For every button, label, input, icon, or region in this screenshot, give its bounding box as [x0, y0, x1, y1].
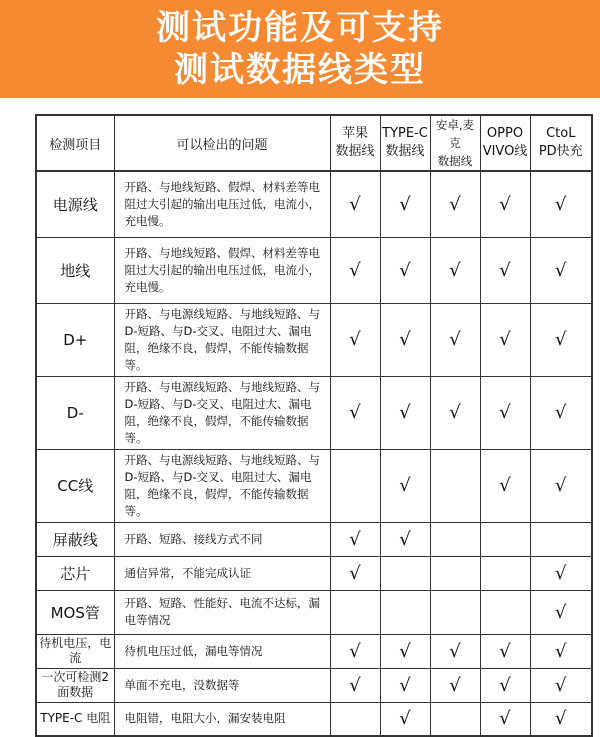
- check-mark-icon: √: [555, 601, 567, 623]
- row-item-description: 开路、与电源线短路、与地线短路、与D-短路、与D-交叉、电阻过大、漏电阻，绝缘不良，假焊，不能传输数据等。: [114, 376, 330, 449]
- support-cell: [530, 634, 592, 668]
- row-item-description: 开路、与电源线短路、与地线短路、与D-短路、与D-交叉、电阻过大、漏电阻，绝缘不良，假焊，不能传输数据等。: [114, 449, 330, 522]
- table-row: [36, 522, 592, 556]
- column-header-typec: TYPE-C 数据线: [380, 115, 430, 171]
- support-cell: [530, 668, 592, 702]
- row-item-name: 屏蔽线: [36, 522, 114, 556]
- row-item-name: D-: [36, 376, 114, 449]
- row-item-name: 电源线: [36, 171, 114, 237]
- check-mark-icon: √: [399, 528, 411, 550]
- support-cell: [380, 590, 430, 634]
- check-mark-icon: √: [349, 329, 361, 350]
- row-item-description: 待机电压过低，漏电等情况: [114, 634, 330, 668]
- support-cell: [430, 590, 480, 634]
- table-row: [36, 303, 592, 376]
- table-row: [36, 376, 592, 449]
- support-cell: [530, 237, 592, 303]
- support-cell: [380, 171, 430, 237]
- table-row: [36, 590, 592, 634]
- column-header-oppo-vivo: OPPO VIVO线: [480, 115, 530, 171]
- check-mark-icon: √: [555, 640, 567, 662]
- row-item-name: 芯片: [36, 556, 114, 590]
- row-item-description: 电阻错，电阻大小，漏安装电阻: [114, 702, 330, 736]
- column-header-item: 检测项目: [36, 115, 114, 171]
- row-item-description: 开路、与地线短路、假焊、材料差等电阻过大引起的输出电压过低，电流小，充电慢。: [114, 171, 330, 237]
- check-mark-icon: √: [555, 475, 567, 496]
- table-row: [36, 634, 592, 668]
- support-cell: [330, 303, 380, 376]
- check-mark-icon: √: [499, 674, 511, 696]
- check-mark-icon: √: [555, 329, 567, 350]
- support-cell: [430, 449, 480, 522]
- support-cell: [430, 702, 480, 736]
- row-item-description: 开路、与地线短路、假焊、材料差等电阻过大引起的输出电压过低，电流小，充电慢。: [114, 237, 330, 303]
- support-cell: [380, 449, 430, 522]
- column-header-android: 安卓,麦克 数据线: [430, 115, 480, 171]
- column-header-desc: 可以检出的问题: [114, 115, 330, 171]
- support-cell: [480, 376, 530, 449]
- support-cell: [480, 522, 530, 556]
- check-mark-icon: √: [499, 475, 511, 496]
- support-cell: [330, 449, 380, 522]
- support-cell: [530, 171, 592, 237]
- check-mark-icon: √: [349, 528, 361, 550]
- support-cell: [330, 590, 380, 634]
- check-mark-icon: √: [555, 402, 567, 423]
- row-item-name: 待机电压，电流: [36, 634, 114, 668]
- check-mark-icon: √: [499, 259, 511, 281]
- support-cell: [430, 556, 480, 590]
- check-mark-icon: √: [399, 674, 411, 696]
- table-body: [36, 171, 592, 736]
- support-cell: [380, 376, 430, 449]
- row-item-description: 开路、短路、性能好、电流不达标，漏电等情况: [114, 590, 330, 634]
- support-cell: [380, 702, 430, 736]
- support-cell: [430, 376, 480, 449]
- support-cell: [480, 634, 530, 668]
- column-header-ctol-pd: CtoL PD快充: [530, 115, 592, 171]
- support-cell: [330, 702, 380, 736]
- table-row: [36, 668, 592, 702]
- support-cell: [380, 237, 430, 303]
- check-mark-icon: √: [499, 708, 511, 730]
- check-mark-icon: √: [399, 329, 411, 350]
- support-cell: [530, 556, 592, 590]
- row-item-description: 开路、短路、接线方式不同: [114, 522, 330, 556]
- check-mark-icon: √: [349, 674, 361, 696]
- support-cell: [330, 237, 380, 303]
- row-item-description: 通信异常，不能完成认证: [114, 556, 330, 590]
- support-cell: [480, 237, 530, 303]
- support-cell: [380, 522, 430, 556]
- row-item-name: 地线: [36, 237, 114, 303]
- support-cell: [530, 702, 592, 736]
- check-mark-icon: √: [449, 259, 461, 281]
- check-mark-icon: √: [349, 193, 361, 215]
- header-title-line1: 测试功能及可支持: [156, 8, 444, 48]
- header-title-line2: 测试数据线类型: [174, 50, 426, 90]
- support-cell: [430, 634, 480, 668]
- check-mark-icon: √: [349, 402, 361, 423]
- support-cell: [530, 590, 592, 634]
- check-mark-icon: √: [499, 329, 511, 350]
- support-cell: [380, 303, 430, 376]
- row-item-description: 开路、与电源线短路、与地线短路、与D-短路、与D-交叉、电阻过大、漏电阻，绝缘不良，假焊，不能传输数据等。: [114, 303, 330, 376]
- support-cell: [430, 171, 480, 237]
- check-mark-icon: √: [399, 640, 411, 662]
- check-mark-icon: √: [449, 329, 461, 350]
- table-row: [36, 556, 592, 590]
- support-cell: [480, 668, 530, 702]
- support-cell: [480, 590, 530, 634]
- support-cell: [480, 303, 530, 376]
- test-support-table-wrapper: [35, 114, 593, 737]
- support-cell: [480, 702, 530, 736]
- support-cell: [330, 634, 380, 668]
- table-header-row: [36, 115, 592, 171]
- check-mark-icon: √: [499, 402, 511, 423]
- support-cell: [380, 634, 430, 668]
- check-mark-icon: √: [449, 402, 461, 423]
- row-item-name: CC线: [36, 449, 114, 522]
- table-row: [36, 237, 592, 303]
- support-cell: [430, 522, 480, 556]
- table-row: [36, 702, 592, 736]
- test-support-table: [35, 114, 593, 737]
- check-mark-icon: √: [349, 259, 361, 281]
- check-mark-icon: √: [399, 259, 411, 281]
- support-cell: [480, 171, 530, 237]
- check-mark-icon: √: [349, 562, 361, 584]
- row-item-name: D+: [36, 303, 114, 376]
- support-cell: [480, 556, 530, 590]
- row-item-name: 一次可检测2面数据: [36, 668, 114, 702]
- row-item-name: TYPE-C 电阻: [36, 702, 114, 736]
- check-mark-icon: √: [499, 640, 511, 662]
- check-mark-icon: √: [555, 259, 567, 281]
- support-cell: [330, 668, 380, 702]
- support-cell: [380, 668, 430, 702]
- check-mark-icon: √: [555, 193, 567, 215]
- check-mark-icon: √: [555, 562, 567, 584]
- check-mark-icon: √: [349, 640, 361, 662]
- check-mark-icon: √: [449, 193, 461, 215]
- support-cell: [430, 237, 480, 303]
- check-mark-icon: √: [399, 708, 411, 730]
- support-cell: [530, 449, 592, 522]
- check-mark-icon: √: [449, 640, 461, 662]
- support-cell: [430, 303, 480, 376]
- check-mark-icon: √: [399, 475, 411, 496]
- check-mark-icon: √: [399, 193, 411, 215]
- support-cell: [330, 522, 380, 556]
- support-cell: [330, 376, 380, 449]
- support-cell: [530, 303, 592, 376]
- support-cell: [480, 449, 530, 522]
- check-mark-icon: √: [449, 674, 461, 696]
- table-row: [36, 449, 592, 522]
- page-header: [0, 0, 600, 98]
- row-item-name: MOS管: [36, 590, 114, 634]
- support-cell: [380, 556, 430, 590]
- check-mark-icon: √: [499, 193, 511, 215]
- check-mark-icon: √: [399, 402, 411, 423]
- row-item-description: 单面不充电，没数据等: [114, 668, 330, 702]
- support-cell: [430, 668, 480, 702]
- check-mark-icon: √: [555, 708, 567, 730]
- support-cell: [530, 376, 592, 449]
- column-header-apple: 苹果 数据线: [330, 115, 380, 171]
- support-cell: [530, 522, 592, 556]
- support-cell: [330, 556, 380, 590]
- support-cell: [330, 171, 380, 237]
- table-row: [36, 171, 592, 237]
- check-mark-icon: √: [555, 674, 567, 696]
